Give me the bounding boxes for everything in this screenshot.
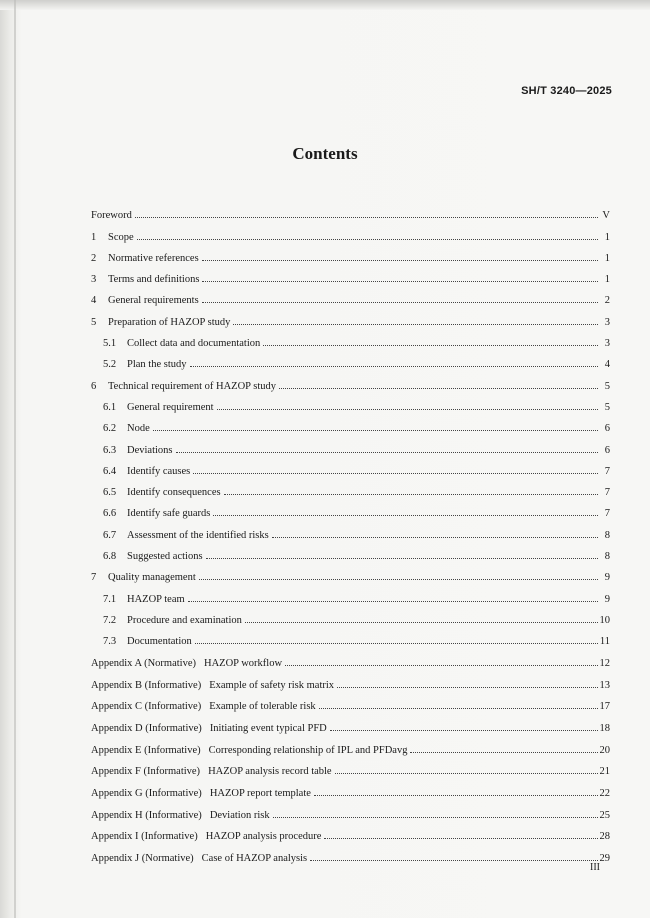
dot-leader (310, 860, 597, 861)
toc-entry-title: Plan the study (127, 359, 187, 371)
toc-entry-title: Terms and definitions (108, 274, 200, 286)
toc-entry[interactable] (91, 477, 610, 498)
toc-entry-page: 18 (599, 722, 610, 734)
toc-entry[interactable] (91, 200, 610, 221)
toc-entry-number: 7.3 (103, 636, 117, 648)
toc-entry-title: Documentation (127, 636, 192, 648)
toc-entry-title: Suggested actions (127, 551, 203, 563)
toc-entry-title: Initiating event typical PFD (209, 722, 327, 734)
standard-code: SH/T 3240—2025 (521, 85, 612, 97)
toc-entry-title: HAZOP analysis record table (208, 766, 332, 778)
toc-entry-number: 7.2 (103, 614, 117, 626)
toc-entry-page: 13 (599, 679, 610, 691)
toc-entry-page: 5 (604, 401, 610, 413)
toc-entry-page: 29 (599, 853, 610, 865)
toc-entry[interactable] (91, 306, 610, 327)
toc-entry-number: 6.1 (103, 401, 117, 413)
toc-entry[interactable] (91, 691, 610, 713)
dot-leader (193, 473, 598, 474)
toc-entry-title: Assessment of the identified risks (127, 529, 269, 541)
page-title: Contents (292, 144, 358, 163)
dot-leader (263, 345, 598, 346)
toc-entry[interactable] (91, 243, 610, 264)
toc-entry-number: 6.2 (103, 423, 117, 435)
toc-entry-page: 1 (604, 274, 610, 286)
dot-leader (335, 773, 598, 774)
page-number: III (590, 862, 600, 873)
toc-entry-number: 5.1 (103, 338, 117, 350)
toc-entry[interactable] (91, 777, 610, 799)
toc-entry[interactable] (91, 413, 610, 434)
toc-entry-page: 3 (604, 338, 610, 350)
toc-entry-number: 5.2 (103, 359, 117, 371)
toc-entry-page: 9 (604, 593, 610, 605)
toc-entry-title: Foreword (91, 210, 132, 222)
toc-entry-title: Identify consequences (127, 487, 221, 499)
toc-entry[interactable] (91, 519, 610, 540)
toc-entry-number: 6 (91, 380, 97, 392)
dot-leader (188, 601, 598, 602)
toc-entry[interactable] (91, 370, 610, 391)
toc-entry-page: 1 (604, 231, 610, 243)
toc-entry-page: 5 (604, 380, 610, 392)
toc-entry[interactable] (91, 434, 610, 455)
toc-entry[interactable] (91, 712, 610, 734)
toc-entry-title: Case of HAZOP analysis (201, 853, 308, 865)
toc-entry-page: 4 (604, 359, 610, 371)
toc-entry-number: 4 (91, 295, 97, 307)
toc-entry[interactable] (91, 821, 610, 843)
dot-leader (319, 708, 598, 709)
dot-leader (202, 302, 598, 303)
toc-entry-appendix-label: Appendix H (Informative) (91, 809, 202, 821)
toc-entry[interactable] (91, 626, 610, 647)
dot-leader (272, 537, 598, 538)
toc-entry-number: 6.7 (103, 529, 117, 541)
toc-entry-title: Corresponding relationship of IPL and PFDavg (208, 744, 408, 756)
dot-leader (314, 795, 598, 796)
toc-entry-title: Identify causes (127, 465, 191, 477)
toc-entry[interactable] (91, 328, 610, 349)
toc-entry-page: 6 (604, 423, 610, 435)
toc-entry[interactable] (91, 647, 610, 669)
dot-leader (199, 579, 598, 580)
dot-leader (176, 452, 599, 453)
toc-entry-number: 1 (91, 231, 97, 243)
dot-leader (245, 622, 598, 623)
toc-entry[interactable] (91, 756, 610, 778)
toc-entry-title: Example of safety risk matrix (209, 679, 335, 691)
toc-entry-number: 7.1 (103, 593, 117, 605)
table-of-contents (91, 200, 610, 864)
toc-entry[interactable] (91, 456, 610, 477)
toc-entry-title: Quality management (108, 572, 196, 584)
dot-leader (410, 752, 597, 753)
toc-entry[interactable] (91, 669, 610, 691)
toc-entry-page: 3 (604, 316, 610, 328)
toc-entry-number: 7 (91, 572, 97, 584)
toc-entry-page: V (602, 210, 610, 222)
toc-entry-page: 11 (599, 636, 610, 648)
toc-entry-page: 7 (604, 508, 610, 520)
dot-leader (337, 687, 597, 688)
toc-entry-title: Example of tolerable risk (209, 701, 316, 713)
toc-entry-title: Normative references (108, 252, 199, 264)
dot-leader (224, 494, 598, 495)
toc-entry-number: 3 (91, 274, 97, 286)
toc-entry-page: 28 (599, 831, 610, 843)
toc-entry[interactable] (91, 349, 610, 370)
toc-entry-appendix-label: Appendix I (Informative) (91, 831, 198, 843)
toc-entry[interactable] (91, 583, 610, 604)
binding-shadow (14, 0, 16, 918)
toc-entry-title: Node (127, 423, 150, 435)
toc-entry-page: 25 (599, 809, 610, 821)
dot-leader (213, 515, 598, 516)
dot-leader (202, 260, 598, 261)
toc-entry-number: 6.4 (103, 465, 117, 477)
page-top-shadow (0, 0, 650, 10)
toc-entry[interactable] (91, 541, 610, 562)
toc-entry-number: 5 (91, 316, 97, 328)
toc-entry-appendix-label: Appendix E (Informative) (91, 744, 201, 756)
toc-entry[interactable] (91, 799, 610, 821)
toc-entry-page: 7 (604, 487, 610, 499)
toc-entry-title: HAZOP team (127, 593, 185, 605)
toc-entry-appendix-label: Appendix C (Informative) (91, 701, 202, 713)
toc-entry[interactable] (91, 842, 610, 864)
toc-entry-title: HAZOP analysis procedure (205, 831, 322, 843)
dot-leader (273, 817, 598, 818)
toc-entry-page: 17 (599, 701, 610, 713)
toc-entry-title: Deviation risk (209, 809, 270, 821)
toc-entry-page: 12 (599, 657, 610, 669)
toc-entry-title: Procedure and examination (127, 614, 242, 626)
toc-entry-title: Identify safe guards (127, 508, 211, 520)
toc-entry-number: 6.5 (103, 487, 117, 499)
toc-entry-page: 21 (599, 766, 610, 778)
dot-leader (190, 366, 599, 367)
toc-entry-page: 20 (599, 744, 610, 756)
toc-entry[interactable] (91, 392, 610, 413)
dot-leader (330, 730, 598, 731)
toc-entry-appendix-label: Appendix G (Informative) (91, 788, 202, 800)
toc-entry-title: Collect data and documentation (127, 338, 261, 350)
toc-entry-title: Technical requirement of HAZOP study (108, 380, 276, 392)
toc-entry-title: HAZOP workflow (203, 657, 283, 669)
toc-entry-page: 10 (599, 614, 610, 626)
dot-leader (324, 838, 597, 839)
dot-leader (202, 281, 598, 282)
dot-leader (285, 665, 597, 666)
toc-entry-appendix-label: Appendix D (Informative) (91, 722, 202, 734)
dot-leader (135, 217, 598, 218)
toc-entry-number: 6.3 (103, 444, 117, 456)
toc-entry-page: 22 (599, 788, 610, 800)
dot-leader (153, 430, 598, 431)
dot-leader (206, 558, 598, 559)
toc-entry-page: 9 (604, 572, 610, 584)
toc-entry-title: HAZOP report template (209, 788, 311, 800)
toc-entry-page: 2 (604, 295, 610, 307)
toc-entry-appendix-label: Appendix A (Normative) (91, 657, 196, 669)
toc-entry-page: 1 (604, 252, 610, 264)
toc-entry-title: General requirement (127, 401, 214, 413)
toc-entry-page: 6 (604, 444, 610, 456)
toc-entry-page: 8 (604, 529, 610, 541)
toc-entry[interactable] (91, 605, 610, 626)
toc-entry-appendix-label: Appendix J (Normative) (91, 853, 194, 865)
toc-entry-page: 7 (604, 465, 610, 477)
toc-entry-number: 6.6 (103, 508, 117, 520)
toc-entry[interactable] (91, 221, 610, 242)
toc-entry[interactable] (91, 734, 610, 756)
dot-leader (217, 409, 598, 410)
toc-entry-number: 6.8 (103, 551, 117, 563)
toc-entry-title: Deviations (127, 444, 173, 456)
toc-entry-number: 2 (91, 252, 97, 264)
toc-entry-title: General requirements (108, 295, 199, 307)
toc-entry-appendix-label: Appendix F (Informative) (91, 766, 201, 778)
toc-entry-appendix-label: Appendix B (Informative) (91, 679, 202, 691)
toc-entry[interactable] (91, 285, 610, 306)
dot-leader (137, 239, 598, 240)
toc-entry-title: Scope (108, 231, 134, 243)
dot-leader (233, 324, 598, 325)
toc-entry[interactable] (91, 498, 610, 519)
toc-entry[interactable] (91, 264, 610, 285)
dot-leader (195, 643, 598, 644)
toc-entry[interactable] (91, 562, 610, 583)
dot-leader (279, 388, 598, 389)
toc-entry-title: Preparation of HAZOP study (108, 316, 231, 328)
toc-entry-page: 8 (604, 551, 610, 563)
